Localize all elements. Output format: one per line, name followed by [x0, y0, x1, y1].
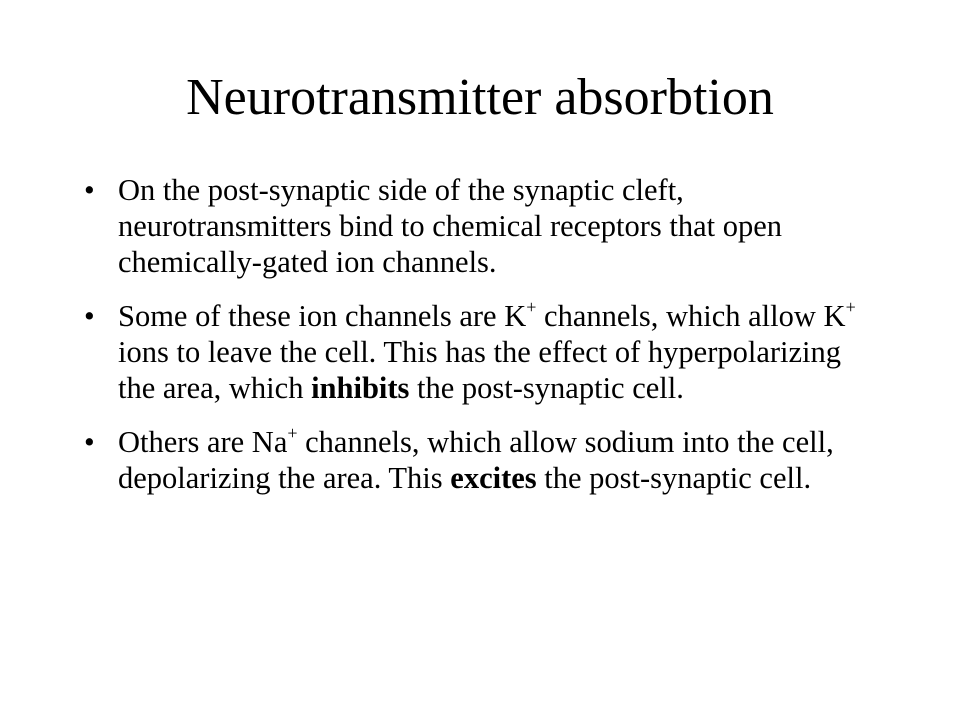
bullet-item-2: [84, 298, 884, 406]
bullet-text-part: Others are Na: [118, 425, 288, 459]
bullet-text-part: Some of these ion channels are K: [118, 299, 527, 333]
bullet-text-part: channels, which allow sodium into the cell, depolarizing the area. This: [118, 425, 834, 495]
bullet-dot-icon: •: [84, 299, 95, 333]
bullet-text-part: the post-synaptic cell.: [536, 461, 812, 495]
bullet-text: On the post-synaptic side of the synaptic cleft, neurotransmitters bind to chemical receptors that open chemically-gated ion channels.: [118, 173, 783, 279]
superscript-charge: +: [287, 422, 298, 443]
bullet-text-part: ions to leave the cell. This has the effect of hyperpolarizing the area, which: [118, 335, 842, 405]
bullet-item-1: [84, 172, 884, 280]
bullet-item-3: [84, 424, 884, 496]
slide-title: Neurotransmitter absorbtion: [186, 69, 774, 126]
superscript-charge: +: [526, 296, 537, 317]
bullet-list: [84, 172, 884, 514]
bold-term: excites: [450, 461, 537, 495]
bullet-dot-icon: •: [84, 173, 95, 207]
bullet-text-part: the post-synaptic cell.: [409, 371, 684, 405]
bold-term: inhibits: [311, 371, 410, 405]
bullet-text-part: channels, which allow K: [536, 299, 846, 333]
superscript-charge: +: [845, 296, 856, 317]
bullet-dot-icon: •: [84, 425, 95, 459]
